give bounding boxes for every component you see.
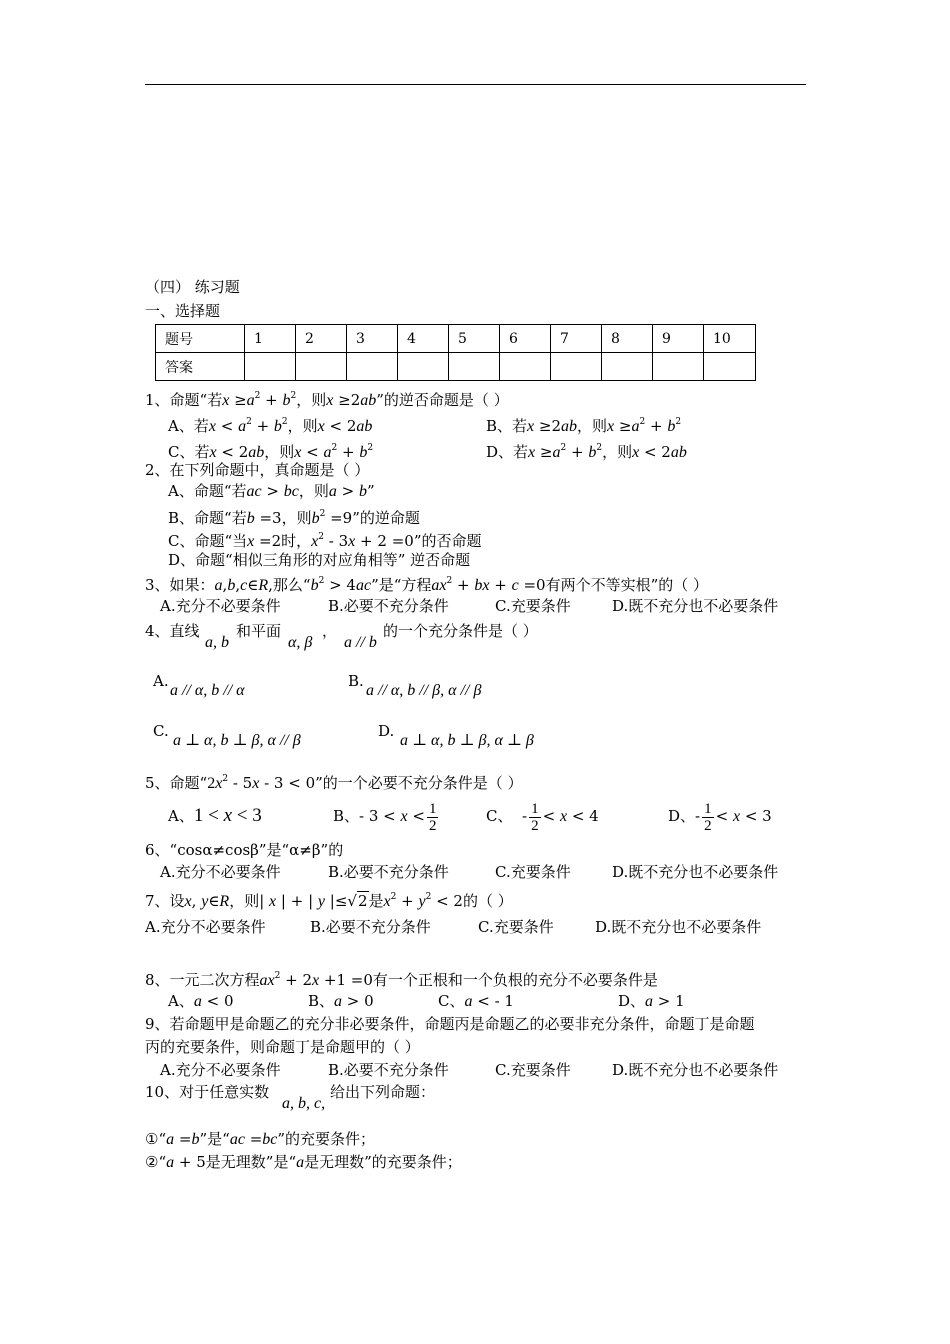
table-cell: 3 xyxy=(347,325,398,353)
table-cell: 答案 xyxy=(156,353,245,381)
question-1-option-c[interactable]: C、若x < 2ab，则$x < a^2 + b^2$ xyxy=(168,443,374,461)
question-6-option-a[interactable]: A.充分不必要条件 xyxy=(160,863,281,881)
question-3-option-a[interactable]: A.充分不必要条件 xyxy=(160,597,281,615)
question-8-option-a[interactable]: A、a < 0 xyxy=(168,992,234,1010)
part-title: 一、选择题 xyxy=(145,302,221,320)
table-cell: 4 xyxy=(398,325,449,353)
question-4-stem-lead: 4、直线 xyxy=(145,622,200,640)
question-2-option-a[interactable]: A、命题“若ac > bc，则a > b” xyxy=(168,482,375,500)
question-2-option-c[interactable]: C、命题“当x =2时，$x^2 - 3x + 2 =0$”的否命题 xyxy=(168,532,482,550)
question-2-option-d[interactable]: D、命题“相似三角形的对应角相等” 逆否命题 xyxy=(168,551,471,569)
question-8-stem: 8、一元二次方程$ax^2 + 2x +1 =0$有一个正根和一个负根的充分不必要条件是 xyxy=(145,971,658,989)
question-4-option-a-label: A. xyxy=(153,672,169,690)
question-6-stem: 6、“cosα≠cosβ”是“α≠β”的 xyxy=(145,841,344,859)
question-2-option-b[interactable]: B、命题“若b =3，则$b^2 =9$”的逆命题 xyxy=(168,509,420,527)
question-4-option-a[interactable]: a // α, b // α xyxy=(170,682,245,699)
question-4-planes: α, β xyxy=(288,634,313,651)
section-title: （四） 练习题 xyxy=(145,278,240,296)
table-cell: 5 xyxy=(449,325,500,353)
question-3-option-b[interactable]: B.必要不充分条件 xyxy=(328,597,449,615)
question-8-option-d[interactable]: D、a > 1 xyxy=(618,992,685,1010)
question-3-stem: 3、如果：a,b,c∈R,那么“$b^2 > 4ac$”是“方程$ax^2$ + bx + c =0有两个不等实根”的（ ） xyxy=(145,576,709,594)
table-cell: 2 xyxy=(296,325,347,353)
answer-cell[interactable] xyxy=(551,353,602,381)
question-4-option-c-label: C. xyxy=(153,722,169,740)
question-9-option-c[interactable]: C.充要条件 xyxy=(495,1061,571,1079)
question-7-option-b[interactable]: B.必要不充分条件 xyxy=(310,918,431,936)
question-10-statement-2: ②“a + 5是无理数”是“a是无理数”的充要条件； xyxy=(145,1153,462,1171)
question-8-option-c[interactable]: C、a < - 1 xyxy=(438,992,514,1010)
table-row xyxy=(156,325,756,353)
question-9-stem-line1: 9、若命题甲是命题乙的充分非必要条件，命题丙是命题乙的必要非充分条件，命题丁是命题 xyxy=(145,1015,755,1033)
table-cell: 1 xyxy=(245,325,296,353)
question-6-option-c[interactable]: C.充要条件 xyxy=(495,863,571,881)
answer-cell[interactable] xyxy=(602,353,653,381)
question-1-stem: 1、命题“若$x \ge a^2 + b^2$，则x ≥2ab”的逆否命题是（ ） xyxy=(145,391,509,409)
question-5-option-b[interactable]: B、- 3 < x < $\frac{1}{2}$ xyxy=(333,800,437,834)
question-1-option-b[interactable]: B、若x ≥2ab，则$x \ge a^2 + b^2$ xyxy=(486,417,682,435)
question-10-stem-tail: 给出下列命题： xyxy=(330,1083,436,1101)
table-cell: 10 xyxy=(704,325,756,353)
question-6-option-d[interactable]: D.既不充分也不必要条件 xyxy=(612,863,779,881)
question-3-option-c[interactable]: C.充要条件 xyxy=(495,597,571,615)
answer-cell[interactable] xyxy=(704,353,756,381)
question-5-stem: 5、命题“$2x^2 - 5x - 3 < 0$”的一个必要不充分条件是（ ） xyxy=(145,774,523,792)
answer-cell[interactable] xyxy=(398,353,449,381)
question-4-stem-tail: 的一个充分条件是（ ） xyxy=(383,622,538,640)
question-4-lines: a, b xyxy=(205,634,229,651)
question-1-option-a[interactable]: A、若$x < a^2 + b^2$，则x < 2ab xyxy=(168,417,373,435)
answer-cell[interactable] xyxy=(449,353,500,381)
question-1-option-d[interactable]: D、若$x \ge a^2 + b^2$，则x < 2ab xyxy=(486,443,687,461)
question-7-option-a[interactable]: A.充分不必要条件 xyxy=(145,918,266,936)
table-cell: 题号 xyxy=(156,325,245,353)
question-7-option-d[interactable]: D.既不充分也不必要条件 xyxy=(595,918,762,936)
question-5-option-d[interactable]: D、- $\frac{1}{2}$ < x < 3 xyxy=(668,800,772,834)
question-7-option-c[interactable]: C.充要条件 xyxy=(478,918,554,936)
question-9-option-d[interactable]: D.既不充分也不必要条件 xyxy=(612,1061,779,1079)
question-6-option-b[interactable]: B.必要不充分条件 xyxy=(328,863,449,881)
table-cell: 7 xyxy=(551,325,602,353)
question-4-parallel: a // b xyxy=(344,634,377,651)
question-4-option-b-label: B. xyxy=(348,672,364,690)
question-10-variables: a, b, c, xyxy=(282,1095,326,1112)
question-9-option-b[interactable]: B.必要不充分条件 xyxy=(328,1061,449,1079)
question-5-option-a[interactable]: A、1 < x < 3 xyxy=(168,805,262,826)
question-4-option-c[interactable]: a ⊥ α, b ⊥ β, α // β xyxy=(173,732,301,749)
question-4-option-d-label: D. xyxy=(378,722,395,740)
question-10-stem-lead: 10、对于任意实数 xyxy=(145,1083,270,1101)
question-2-stem: 2、在下列命题中，真命题是（ ） xyxy=(145,461,370,479)
question-9-stem-line2: 丙的充要条件，则命题丁是命题甲的（ ） xyxy=(145,1038,420,1056)
table-cell: 6 xyxy=(500,325,551,353)
table-row xyxy=(156,353,756,381)
table-cell: 8 xyxy=(602,325,653,353)
question-7-stem: 7、设x, y∈R，则| x | + | y |≤√2是$x^2 + y^2 < 2$的（ ） xyxy=(145,892,513,910)
answer-cell[interactable] xyxy=(245,353,296,381)
table-cell: 9 xyxy=(653,325,704,353)
answer-cell[interactable] xyxy=(296,353,347,381)
answer-cell[interactable] xyxy=(653,353,704,381)
question-3-option-d[interactable]: D.既不充分也不必要条件 xyxy=(612,597,779,615)
header-rule xyxy=(145,84,806,85)
question-5-option-c[interactable]: C、 - $\frac{1}{2}$ < x < 4 xyxy=(486,800,599,834)
question-4-option-b[interactable]: a // α, b // β, α // β xyxy=(366,682,482,699)
answer-cell[interactable] xyxy=(347,353,398,381)
question-4-option-d[interactable]: a ⊥ α, b ⊥ β, α ⊥ β xyxy=(400,732,534,749)
answer-cell[interactable] xyxy=(500,353,551,381)
question-9-option-a[interactable]: A.充分不必要条件 xyxy=(160,1061,281,1079)
answer-table xyxy=(155,324,756,381)
question-8-option-b[interactable]: B、a > 0 xyxy=(308,992,374,1010)
question-4-stem-mid: 和平面 xyxy=(236,622,282,640)
question-10-statement-1: ①“a =b”是“ac =bc”的充要条件； xyxy=(145,1130,376,1148)
question-4-comma: ， xyxy=(322,622,338,640)
